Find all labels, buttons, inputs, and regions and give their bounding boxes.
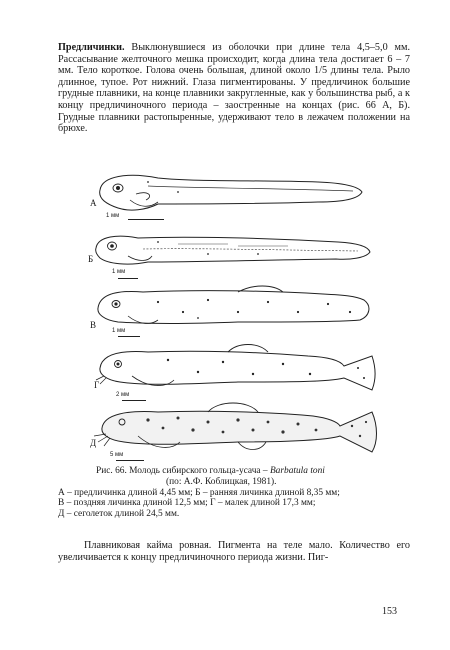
figure-caption — [58, 466, 410, 520]
caption-species: Barbatula toni — [269, 466, 325, 476]
fish-drawing-early-larva — [88, 226, 378, 276]
paragraph-fin-fold: Плавниковая кайма ровная. Пигмента на теле мало. Количество его увеличивается к концу предличиночного периода жизни. Пиг- — [58, 540, 410, 563]
scale-bar — [118, 278, 138, 279]
scale-label: 1 мм — [112, 269, 126, 275]
page-number: 153 — [382, 606, 397, 617]
figure-letter: А — [90, 198, 97, 208]
paragraph-prelarvae — [58, 42, 410, 135]
scale-label: 2 мм — [116, 392, 130, 398]
caption-title-prefix: Рис. 66. Молодь сибирского гольца-усача – — [96, 466, 270, 476]
figure-letter: Б — [88, 254, 94, 264]
scale-label: 1 мм — [112, 328, 126, 334]
figure-letter: Г — [94, 380, 100, 390]
paragraph-body: Выклюнувшиеся из оболочки при длине тела 4,5–5,0 мм. Рассасывание желточного мешка происходит, когда длина тела достигает 6 – 7 мм. Тело короткое. Голова очень большая, длиной около 1/5 длины тела. Рыло длинное, тупое. Рот нижний. Глаза пигментированы. У предличинок большие грудные плавники, на конце плавники закругленные, как у большинства рыб, а к концу предличиночного периода – заостренные на концах (рис. 66 А, Б). Грудные плавники растопыренные, удерживают тело в лежачем положении на брюхе. — [58, 42, 410, 135]
figure-letter: Д — [90, 438, 97, 448]
figure-letter: В — [90, 320, 97, 330]
scale-bar — [118, 336, 140, 337]
paragraph-lead-term: Предличинки. — [58, 42, 125, 53]
caption-line: Д – сеголеток длиной 24,5 мм. — [58, 509, 180, 520]
fish-drawing-yearling — [88, 402, 378, 458]
fish-drawing-fry — [88, 342, 378, 398]
caption-line: А – предличинка длиной 4,45 мм; Б – ранняя личинка длиной 8,35 мм; — [58, 487, 340, 498]
scale-bar — [122, 400, 146, 401]
fish-drawing-late-larva — [88, 282, 378, 334]
scale-label: 5 мм — [110, 452, 124, 458]
caption-title — [58, 466, 410, 477]
caption-line: В – поздняя личинка длиной 12,5 мм; Г – малек длиной 17,3 мм; — [58, 498, 316, 509]
caption-source: (по: А.Ф. Коблицкая, 1981). — [166, 476, 277, 487]
scale-bar — [116, 460, 144, 461]
figure-fish-stages — [88, 168, 378, 458]
scale-bar — [128, 219, 164, 220]
scale-label: 1 мм — [106, 213, 120, 219]
fish-drawing-prelarva — [88, 168, 378, 220]
